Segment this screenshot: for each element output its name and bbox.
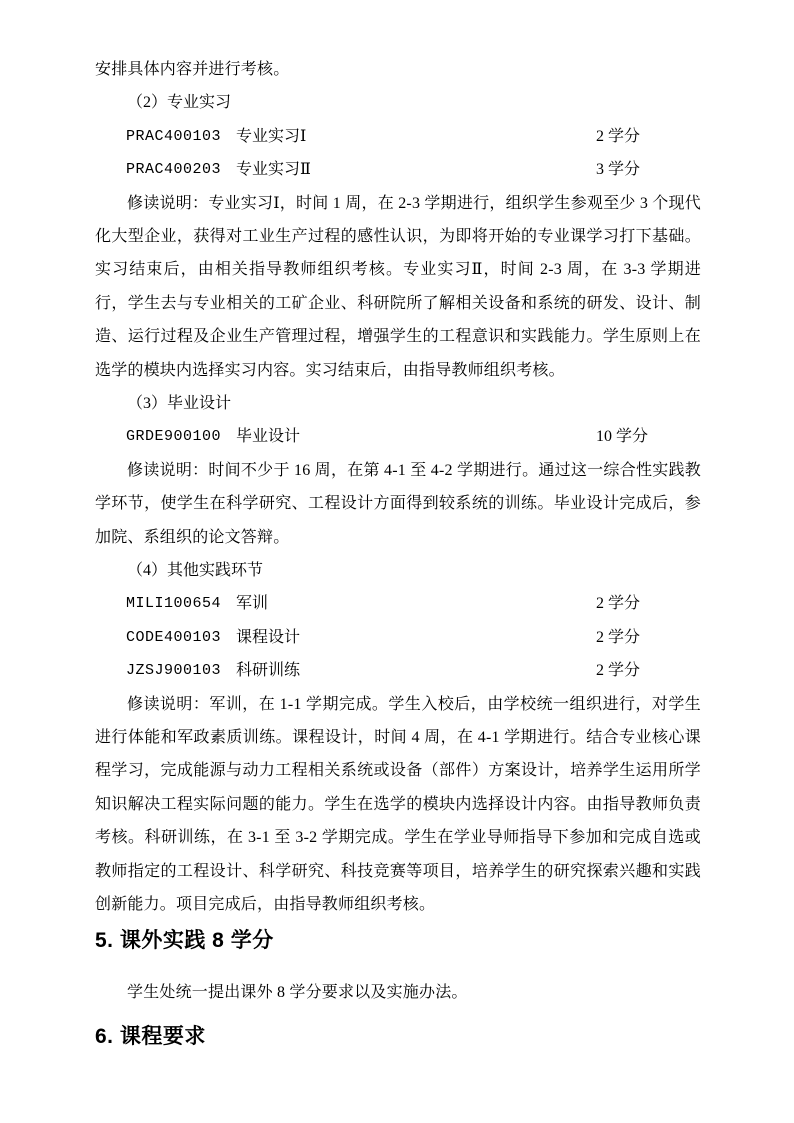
- course-code: GRDE900100: [126, 428, 222, 446]
- course-name: 军训: [236, 595, 269, 613]
- course-name: 专业实习Ⅰ: [236, 127, 307, 145]
- course-name: 毕业设计: [236, 428, 301, 446]
- course-row-prac400103: [95, 120, 701, 153]
- course-name: 专业实习Ⅱ: [236, 161, 311, 179]
- course-row-mili100654: [95, 587, 701, 620]
- course-credit: 2 学分: [596, 595, 641, 613]
- course-name: 科研训练: [236, 662, 301, 680]
- course-name: 课程设计: [236, 628, 301, 646]
- course-code: MILI100654: [126, 595, 222, 613]
- section-heading-extracurricular: 5. 课外实践 8 学分: [95, 929, 274, 953]
- subheading-graduation-design: （3）毕业设计: [127, 395, 232, 413]
- paragraph-extracurricular-note: 学生处统一提出课外 8 学分要求以及实施办法。: [127, 984, 468, 1002]
- paragraph-other-practice-notes: 修读说明：军训，在 1-1 学期完成。学生入校后，由学校统一组织进行，对学生进行体能和军政素质训练。课程设计，时间 4 周，在 4-1 学期进行。结合专业核心课程学习，完成能源与动力工程相关系统或设备（部件）方案设计，培养学生运用所学知识解决工程实际问题的能力。学生在选学的模块内选择设计内容。由指导教师负责考核。科研训练，在 3-1 至 3-2 学期完成。学生在学业导师指导下参加和完成自选或教师指定的工程设计、科学研究、科技竞赛等项目，培养学生的研究探索兴趣和实践创新能力。项目完成后，由指导教师组织考核。: [95, 695, 701, 914]
- course-row-prac400203: [95, 153, 701, 186]
- course-code: PRAC400103: [126, 127, 222, 145]
- subheading-professional-internship: （2）专业实习: [127, 94, 232, 112]
- course-code: CODE400103: [126, 628, 222, 646]
- document-content: [95, 53, 701, 1053]
- course-credit: 2 学分: [596, 127, 641, 145]
- course-credit: 3 学分: [596, 161, 641, 179]
- course-credit: 10 学分: [596, 428, 649, 446]
- course-code: JZSJ900103: [126, 662, 222, 680]
- course-code: PRAC400203: [126, 161, 222, 179]
- paragraph-continuation: 安排具体内容并进行考核。: [95, 61, 290, 78]
- course-row-code400103: [95, 621, 701, 654]
- subheading-other-practice: （4）其他实践环节: [127, 562, 264, 580]
- course-credit: 2 学分: [596, 628, 641, 646]
- course-row-grde900100: [95, 420, 701, 453]
- course-credit: 2 学分: [596, 662, 641, 680]
- course-row-jzsj900103: [95, 654, 701, 687]
- paragraph-graduation-notes: 修读说明：时间不少于 16 周，在第 4-1 至 4-2 学期进行。通过这一综合性实践教学环节，使学生在科学研究、工程设计方面得到较系统的训练。毕业设计完成后，参加院、系组织的论文答辩。: [95, 461, 701, 546]
- section-heading-course-requirements: 6. 课程要求: [95, 1024, 206, 1048]
- paragraph-internship-notes: 修读说明：专业实习Ⅰ，时间 1 周，在 2-3 学期进行，组织学生参观至少 3 个现代化大型企业，获得对工业生产过程的感性认识，为即将开始的专业课学习打下基础。实习结束后，由相关指导教师组织考核。专业实习Ⅱ，时间 2-3 周，在 3-3 学期进行，学生去与专业相关的工矿企业、科研院所了解相关设备和系统的研发、设计、制造、运行过程及企业生产管理过程，增强学生的工程意识和实践能力。学生原则上在选学的模块内选择实习内容。实习结束后，由指导教师组织考核。: [95, 194, 701, 379]
